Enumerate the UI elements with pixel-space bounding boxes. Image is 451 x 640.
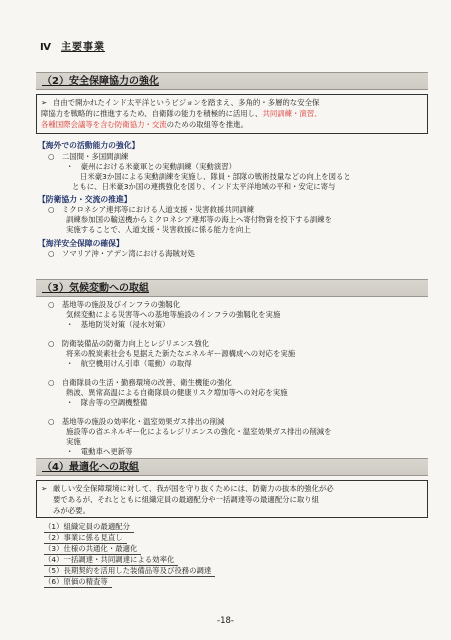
section-header-optimization — [36, 458, 428, 476]
chapter-title: 主要事業 — [60, 42, 105, 53]
chapter-number: Ⅳ — [40, 42, 52, 53]
summary-line: 要であるが、それとともに組織定員の最適配分や一括調達等の最適配分に取り組 — [53, 495, 320, 504]
list-item: 訓練参加国の輸送機からミクロネシア連邦等の海上へ寄付物資を投下する訓練を — [66, 215, 333, 224]
list-item: 実施することで、人道支援・災害救援に係る能力を向上 — [66, 225, 251, 234]
list-item: （6）原価の精査等 — [44, 577, 112, 588]
summary-line: のための取組等を推進。 — [166, 120, 248, 129]
list-item: ○ 基地等の施設の効率化・温室効果ガス排出の削減 — [48, 417, 225, 426]
list-item: （4）一括調達・共同調達による効率化 — [44, 555, 178, 566]
list-item: （2）事業に係る見直し — [44, 533, 127, 544]
list-item: 実施 — [66, 437, 81, 446]
arrow-bullet-icon: ➢ — [41, 484, 48, 493]
list-item: （5）長期契約を活用した装備品等及び役務の調達 — [44, 566, 215, 577]
list-item: ・ 基地防災対策（浸水対策） — [66, 320, 170, 329]
list-item: ・ 隊舎等の空調機整備 — [66, 398, 148, 407]
chapter-heading — [40, 38, 105, 53]
summary-box-security — [36, 94, 428, 134]
highlight-text: 共同訓練・演習、 — [262, 109, 322, 118]
summary-line: 厳しい安全保障環境に対して、我が国を守り抜くためには、防衛力の抜本的強化が必 — [53, 484, 334, 493]
highlight-text: 各種国際会議等を含む防衛協力・交流 — [41, 120, 167, 129]
list-item: ○ 基地等の施設及びインフラの強靱化 — [48, 300, 181, 309]
arrow-bullet-icon: ➢ — [41, 98, 48, 107]
subheading-overseas-capability: 【海外での活動能力の強化】 — [38, 141, 140, 150]
section-title: （2）安全保障協力の強化 — [42, 76, 159, 87]
list-item: ・ 航空機用けん引車（電動）の取得 — [66, 359, 192, 368]
summary-box-optimization — [36, 480, 428, 518]
list-item: （3）仕様の共通化・最適化 — [44, 544, 141, 555]
section-title: （4）最適化への取組 — [42, 462, 139, 473]
summary-line: 自由で開かれたインド太平洋というビジョンを踏まえ、多角的・多層的な安全保 — [53, 98, 320, 107]
list-item: 将来の脱炭素社会も見据えた新たなエネルギー源構成への対応を実施 — [66, 349, 296, 358]
list-item: 熱波、異常高温による自衛隊員の健康リスク増加等への対応を実施 — [66, 388, 288, 397]
summary-line: みが必要。 — [53, 506, 90, 515]
section-header-climate-change — [36, 279, 428, 297]
list-item: ○ ミクロネシア連邦等における人道支援・災害救援共同訓練 — [48, 205, 254, 214]
list-item: （1）組織定員の最適配分 — [44, 522, 134, 533]
page-number: -18- — [217, 616, 234, 626]
subheading-maritime-security: 【海洋安全保障の確保】 — [38, 239, 124, 248]
list-item: ○ ソマリア沖・アデン湾における海賊対処 — [48, 249, 195, 258]
list-item: 日米豪3か国による実動訓練を実施し、隊員・部隊の戦術技量などの向上を図ると — [80, 172, 351, 181]
list-item: 気候変動による災害等への基地等施設のインフラの強靱化を実施 — [66, 310, 281, 319]
list-item: ○ 二国間・多国間訓練 — [48, 152, 129, 161]
section-title: （3）気候変動への取組 — [42, 283, 149, 294]
list-item: ・ 電動車へ更新等 — [66, 447, 133, 456]
list-item: ・ 豪州における米豪軍との実動訓練（実動演習） — [66, 162, 236, 171]
section-header-security-cooperation — [36, 72, 428, 90]
summary-line: 障協力を戦略的に推進するため、自衛隊の能力を積極的に活用し、 — [41, 109, 263, 118]
list-item: ○ 防衛装備品の防衛力向上とレジリエンス強化 — [48, 339, 210, 348]
subheading-defense-exchange: 【防衛協力・交流の推進】 — [38, 195, 132, 204]
list-item: ○ 自衛隊員の生活・勤務環境の改善、衛生機能の強化 — [48, 378, 232, 387]
list-item: 施設等の省エネルギー化によるレジリエンスの強化・温室効果ガス排出の削減を — [66, 427, 332, 436]
list-item: ともに、日米豪3か国の連携強化を図り、インド太平洋地域の平和・安定に寄与 — [72, 182, 336, 191]
